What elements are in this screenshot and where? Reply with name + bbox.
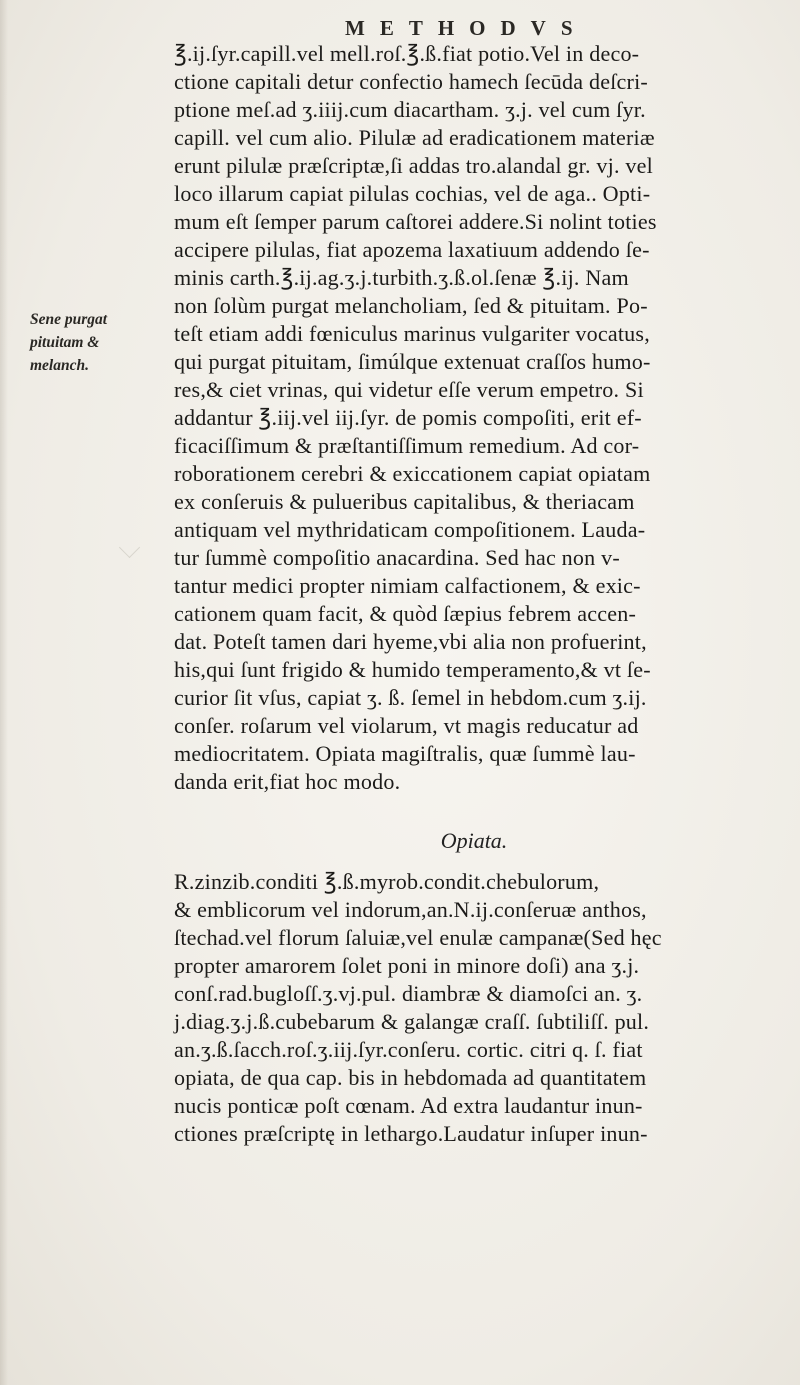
text-line: nucis ponticæ poſt cœnam. Ad extra laudantur inun-	[174, 1093, 643, 1118]
text-line: teſt etiam addi fœniculus marinus vulgariter vocatus,	[174, 321, 650, 346]
gutter-shadow	[0, 0, 8, 1385]
text-line: an.ʒ.ß.ſacch.roſ.ʒ.iij.ſyr.conſeru. cortic. citri q. ſ. fiat	[174, 1037, 643, 1062]
text-line: roborationem cerebri & exiccationem capiat opiatam	[174, 461, 651, 486]
text-line: mediocritatem. Opiata magiſtralis, quæ ſummè lau-	[174, 741, 636, 766]
text-line: ℥.ij.ſyr.capill.vel mell.roſ.℥.ß.fiat potio.Vel in deco-	[174, 41, 640, 66]
text-line: ex conſeruis & pulueribus capitalibus, & theriacam	[174, 489, 635, 514]
text-line: qui purgat pituitam, ſimúlque extenuat craſſos humo-	[174, 349, 651, 374]
text-line: ctiones præſcriptę in lethargo.Laudatur inſuper inun-	[174, 1121, 648, 1146]
text-line: ficaciſſimum & præſtantiſſimum remedium. Ad cor-	[174, 433, 640, 458]
text-line: tur ſummè compoſitio anacardina. Sed hac non v-	[174, 545, 620, 570]
text-line: ptione meſ.ad ʒ.iiij.cum diacartham. ʒ.j. vel cum ſyr.	[174, 97, 646, 122]
text-line: propter amarorem ſolet poni in minore doſi) ana ʒ.j.	[174, 953, 640, 978]
faint-margin-mark	[119, 537, 140, 558]
marginal-note-line: Sene purgat	[30, 311, 108, 328]
text-line: erunt pilulæ præſcriptæ,ſi addas tro.alandal gr. vj. vel	[174, 153, 654, 178]
recipe-paragraph	[174, 868, 800, 1148]
text-line: mum eſt ſemper parum caſtorei addere.Si nolint toties	[174, 209, 657, 234]
text-line: R.zinzib.conditi ℥.ß.myrob.condit.chebulorum,	[174, 869, 600, 894]
text-line: addantur ℥.iij.vel iij.ſyr. de pomis compoſiti, erit ef-	[174, 405, 642, 430]
text-line: opiata, de qua cap. bis in hebdomada ad quantitatem	[174, 1065, 647, 1090]
text-line: ſtechad.vel florum ſaluiæ,vel enulæ campanæ(Sed hęc	[174, 925, 662, 950]
text-line: loco illarum capiat pilulas cochias, vel de aga.. Opti-	[174, 181, 651, 206]
text-line: res,& ciet vrinas, qui videtur eſſe verum empetro. Si	[174, 377, 644, 402]
text-line: minis carth.℥.ij.ag.ʒ.j.turbith.ʒ.ß.ol.ſenæ ℥.ij. Nam	[174, 265, 629, 290]
running-head: METHODVS	[345, 16, 588, 40]
text-line: tantur medici propter nimiam calfactionem, & exic-	[174, 573, 641, 598]
text-line: his,qui ſunt frigido & humido temperamento,& vt ſe-	[174, 657, 651, 682]
text-line: & emblicorum vel indorum,an.N.ij.conſeruæ anthos,	[174, 897, 647, 922]
text-line: curior ſit vſus, capiat ʒ. ß. ſemel in hebdom.cum ʒ.ij.	[174, 685, 647, 710]
marginal-note-line: melanch.	[30, 357, 89, 374]
text-line: non ſolùm purgat melancholiam, ſed & pituitam. Po-	[174, 293, 648, 318]
text-line: antiquam vel mythridaticam compoſitionem. Lauda-	[174, 517, 646, 542]
text-line: danda erit,fiat hoc modo.	[174, 769, 401, 794]
text-line: j.diag.ʒ.j.ß.cubebarum & galangæ craſſ. ſubtiliſſ. pul.	[174, 1009, 650, 1034]
text-line: accipere pilulas, fiat apozema laxatiuum addendo ſe-	[174, 237, 650, 262]
main-paragraph	[174, 40, 800, 796]
marginal-note	[30, 308, 170, 377]
text-line: conſ.rad.bugloſſ.ʒ.vj.pul. diambræ & diamoſci an. ʒ.	[174, 981, 643, 1006]
text-line: ctione capitali detur confectio hamech ſecūda deſcri-	[174, 69, 648, 94]
text-line: dat. Poteſt tamen dari hyeme,vbi alia non profuerint,	[174, 629, 647, 654]
text-line: conſer. roſarum vel violarum, vt magis reducatur ad	[174, 713, 639, 738]
text-line: capill. vel cum alio. Pilulæ ad eradicationem materiæ	[174, 125, 655, 150]
marginal-note-line: pituitam &	[30, 334, 100, 351]
section-heading: Opiata.	[440, 828, 508, 853]
text-line: cationem quam facit, & quòd ſæpius febrem accen-	[174, 601, 637, 626]
